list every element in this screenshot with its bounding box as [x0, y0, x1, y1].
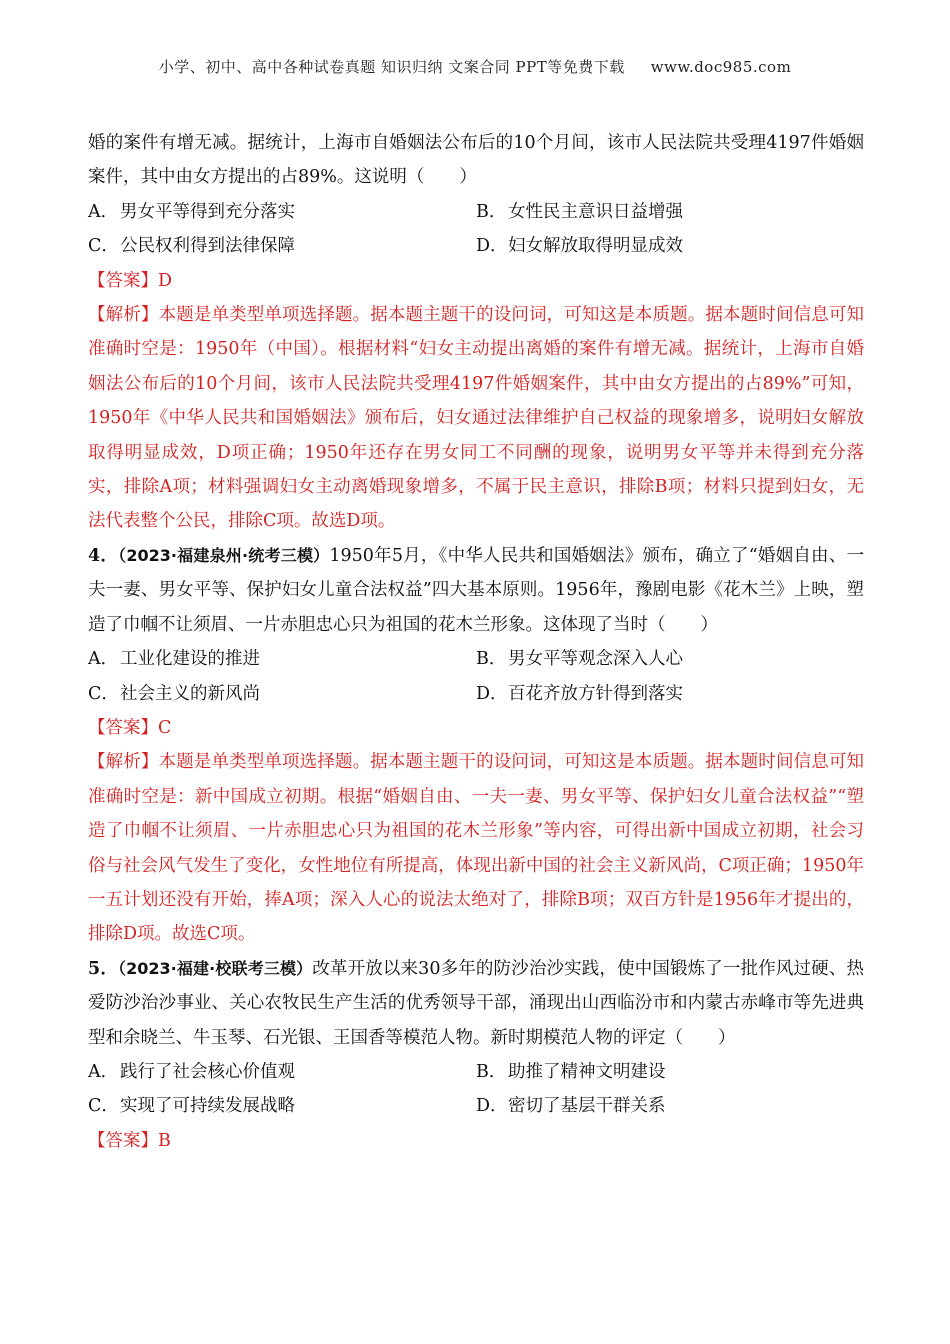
q4-source: （2023·福建泉州·统考三模） — [118, 545, 330, 565]
header-text: 小学、初中、高中各种试卷真题 知识归纳 文案合同 PPT等免费下载 — [158, 58, 625, 76]
q4-options — [88, 642, 864, 711]
q4-number: 4． — [88, 545, 119, 566]
q5-option-b: B．助推了精神文明建设 — [476, 1061, 666, 1082]
q3-option-d: D．妇女解放取得明显成效 — [476, 236, 683, 257]
header-url[interactable]: www.doc985.com — [650, 58, 792, 76]
q3-option-a: A． 男女平等得到充分落实 — [88, 201, 295, 222]
q3-stem: 婚的案件有增无减。据统计，上海市自婚姻法公布后的10个月间，该市人民法院共受理4197件婚姻案件，其中由女方提出的占89%。这说明（ ） — [88, 133, 864, 188]
q5-option-a: A． 践行了社会核心价值观 — [88, 1061, 295, 1082]
q4-option-c: C．社会主义的新风尚 — [88, 683, 260, 704]
q4-stem: 4．（2023·福建泉州·统考三模）1950年5月，《中华人民共和国婚姻法》颁布，确立了“婚姻自由、一夫一妻、男女平等、保护妇女儿童合法权益”四大基本原则。1956年，豫剧电影《花木兰》上映，塑造了巾帼不让须眉、一片赤胆忠心只为祖国的花木兰形象。这体现了当时（ ） — [88, 545, 864, 635]
q5-stem: 5．（2023·福建·校联考三模）改革开放以来30多年的防沙治沙实践，使中国锻炼了一批作风过硬、热爱防沙治沙事业、关心农牧民生产生活的优秀领导干部，涌现出山西临汾市和内蒙古赤峰市等先进典型和余晓兰、牛玉琴、石光银、王国香等模范人物。新时期模范人物的评定（ ） — [88, 958, 864, 1048]
q4-answer: 【答案】C — [88, 717, 172, 738]
q4-analysis: 【解析】本题是单类型单项选择题。据本题主题干的设问词，可知这是本质题。据本题时间信息可知准确时空是：新中国成立初期。根据“婚姻自由、一夫一妻、男女平等、保护妇女儿童合法权益”“塑造了巾帼不让须眉、一片赤胆忠心只为祖国的花木兰形象”等内容，可得出新中国成立初期，社会习俗与社会风气发生了变化，女性地位有所提高，体现出新中国的社会主义新风尚，C项正确；1950年一五计划还没有开始，捧A项；深入人心的说法太绝对了，排除B项；双百方针是1956年才提出的，排除D项。故选C项。 — [88, 752, 865, 945]
q3-answer: 【答案】D — [88, 270, 173, 291]
q5-answer: 【答案】B — [88, 1130, 171, 1151]
q4-option-b: B．男女平等观念深入人心 — [476, 649, 683, 670]
q5-option-c: C．实现了可持续发展战略 — [88, 1096, 295, 1117]
document-body — [88, 126, 864, 1158]
q4-option-a: A． 工业化建设的推进 — [88, 649, 260, 670]
q5-option-d: D．密切了基层干群关系 — [476, 1096, 666, 1117]
page-header — [0, 56, 950, 77]
q5-number: 5． — [88, 958, 118, 979]
q3-options — [88, 195, 864, 264]
q5-source: （2023·福建·校联考三模） — [117, 958, 313, 978]
q3-option-c: C．公民权利得到法律保障 — [88, 236, 295, 257]
q3-option-b: B．女性民主意识日益增强 — [476, 201, 683, 222]
q4-option-d: D．百花齐放方针得到落实 — [476, 683, 683, 704]
q3-analysis: 【解析】本题是单类型单项选择题。据本题主题干的设问词，可知这是本质题。据本题时间信息可知准确时空是：1950年（中国）。根据材料“妇女主动提出离婚的案件有增无减。据统计，上海市自婚姻法公布后的10个月间，该市人民法院共受理4197件婚姻案件，其中由女方提出的占89%”可知，1950年《中华人民共和国婚姻法》颁布后，妇女通过法律维护自己权益的现象增多，说明妇女解放取得明显成效，D项正确；1950年还存在男女同工不同酬的现象，说明男女平等并未得到充分落实，排除A项；材料强调妇女主动离婚现象增多，不属于民主意识，排除B项；材料只提到妇女，无法代表整个公民，排除C项。故选D项。 — [88, 305, 865, 532]
q5-options — [88, 1055, 864, 1124]
